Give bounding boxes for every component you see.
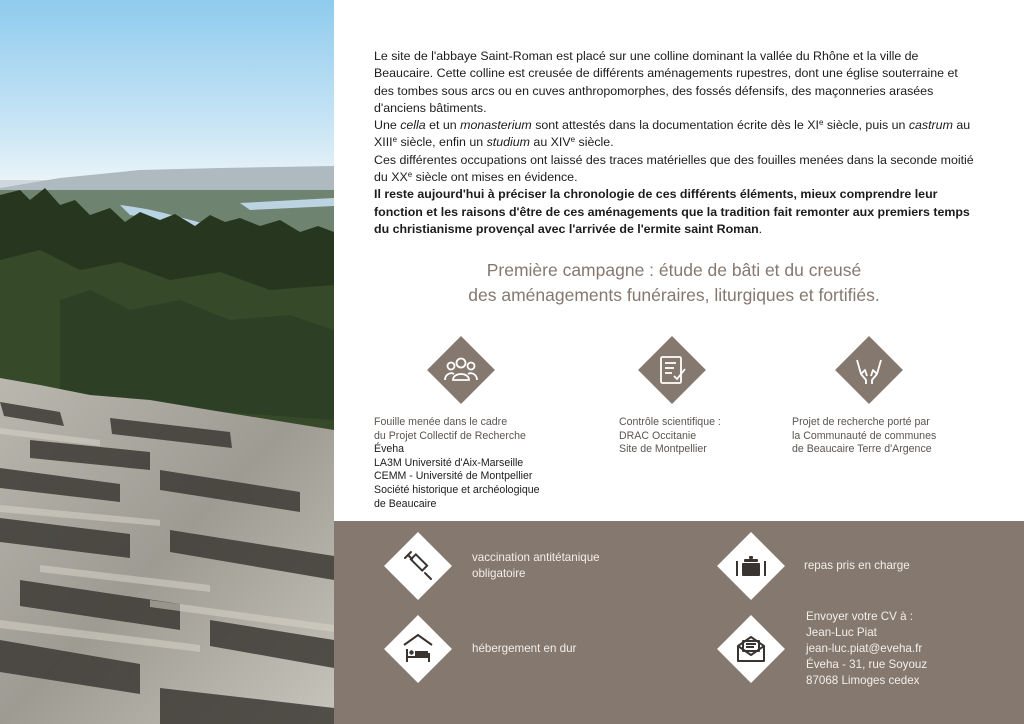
vaccination-text — [472, 550, 672, 582]
vaccination-line: obligatoire — [472, 567, 526, 580]
partner-3-line: la Communauté de communes — [792, 429, 937, 442]
partner-1-line: Fouille menée dans le cadre — [374, 416, 508, 428]
partner-text-2 — [619, 416, 769, 457]
partner-3-line: Projet de recherche porté par — [792, 416, 930, 428]
partner-1-line: du Projet Collectif de Recherche — [374, 429, 526, 442]
campaign-title — [374, 258, 974, 308]
syringe-icon — [398, 546, 438, 586]
partner-1-line: CEMM - Université de Montpellier — [374, 470, 533, 483]
vaccination-line: vaccination antitétanique — [472, 551, 600, 564]
campaign-title-line-2: des aménagements funéraires, liturgiques et fortifiés. — [468, 285, 880, 305]
checklist-icon — [652, 350, 692, 390]
contact-email[interactable]: jean-luc.piat@eveha.fr — [806, 642, 923, 655]
site-photo — [0, 0, 334, 724]
partner-1-line: Société historique et archéologique — [374, 483, 540, 496]
hands-icon — [849, 350, 889, 390]
contact-line: Envoyer votre CV à : — [806, 610, 913, 623]
meals-text: repas pris en charge — [804, 559, 910, 572]
envelope-icon — [731, 629, 771, 669]
intro-text — [374, 48, 974, 238]
partner-2-line: Site de Montpellier — [619, 443, 707, 456]
intro-paragraph-2: Une cella et un monasterium sont attestés dans la documentation écrite dès le XIe siècle, puis un castrum au XIIIe siècle, enfin un studium au XIVe siècle. — [374, 118, 971, 150]
cooking-pot-icon — [731, 546, 771, 586]
contact-address: Éveha - 31, rue Soyouz — [806, 658, 928, 671]
partner-text-1 — [374, 416, 574, 511]
partner-text-3 — [792, 416, 992, 457]
contact-address: 87068 Limoges cedex — [806, 674, 920, 687]
housing-text: hébergement en dur — [472, 642, 577, 655]
partner-1-highlight: Éveha — [374, 443, 405, 456]
intro-paragraph-4: Il reste aujourd'hui à préciser la chronologie de ces différents éléments, mieux comprendre leur fonction et les raisons d'être de ces aménagements que la tradition fait remonter aux premiers temps du christianisme provençal avec l'arrivée de l'ermite saint Roman. — [374, 187, 970, 236]
group-icon — [441, 350, 481, 390]
contact-name: Jean-Luc Piat — [806, 626, 877, 639]
partner-1-line: LA3M Université d'Aix-Marseille — [374, 456, 524, 469]
partner-2-line: Contrôle scientifique : — [619, 416, 721, 428]
house-bed-icon — [398, 629, 438, 669]
partner-2-line: DRAC Occitanie — [619, 429, 697, 442]
partner-3-line: de Beaucaire Terre d'Argence — [792, 443, 932, 456]
landscape-illustration — [0, 0, 334, 724]
partner-1-line: de Beaucaire — [374, 497, 437, 510]
contact-text — [806, 609, 1016, 689]
intro-paragraph-3: Ces différentes occupations ont laissé des traces matérielles que des fouilles menées dans la seconde moitié du XXe siècle ont mises en évidence. — [374, 152, 974, 185]
intro-paragraph-1: Le site de l'abbaye Saint-Roman est placé sur une colline dominant la vallée du Rhône et la ville de Beaucaire. Cette colline est creusée de différents aménagements rupestres, dont une église souterraine et des tombes sous arcs ou en cuves anthropomorphes, des fossés défensifs, des maçonneries arasées d'anciens bâtiments. — [374, 49, 958, 115]
campaign-title-line-1: Première campagne : étude de bâti et du creusé — [486, 260, 862, 280]
